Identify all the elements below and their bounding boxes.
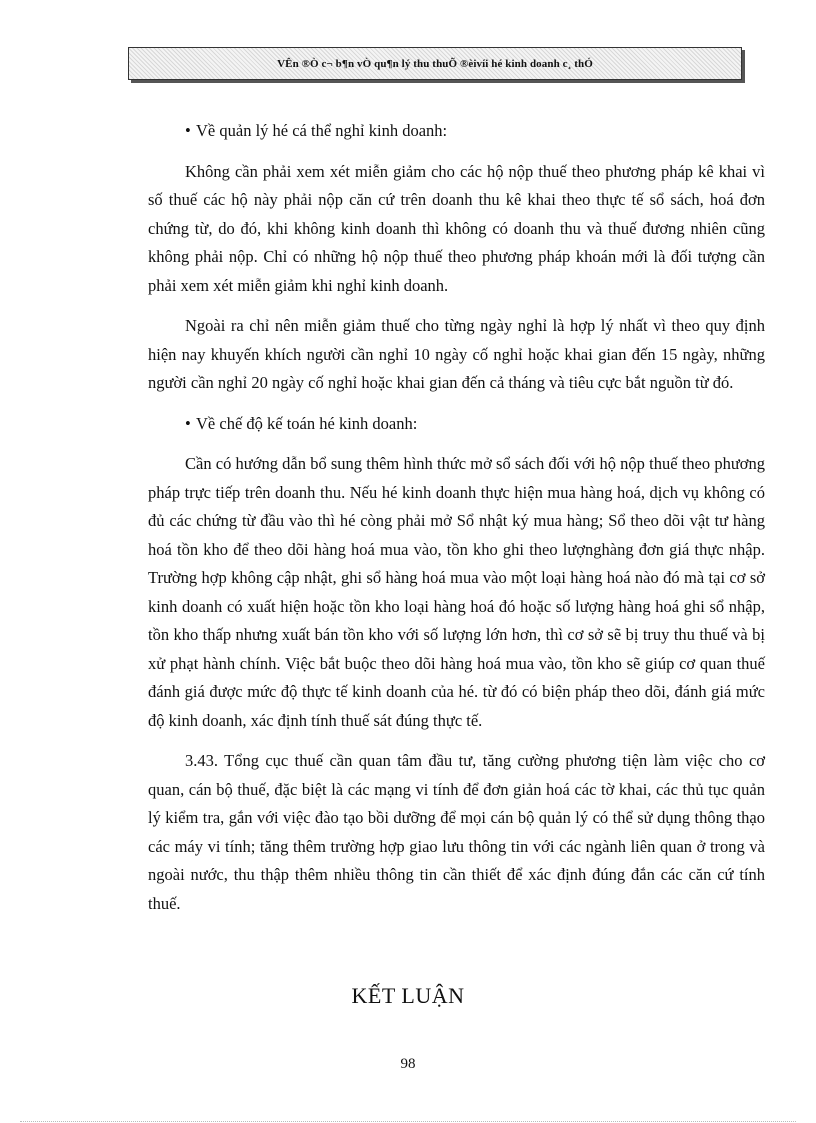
paragraph-bookkeeping: Cần có hướng dẫn bổ sung thêm hình thức mở sổ sách đối với hộ nộp thuế theo phương pháp trực tiếp trên doanh thu. Nếu hé kinh doanh thực hiện mua hàng hoá, dịch vụ không có đủ các chứng từ đầu vào thì hé còng phải mở Sổ nhật ký mua hàng; Sổ theo dõi vật tư hàng hoá tồn kho để theo dõi hàng hoá mua vào, tồn kho ghi theo lượnghàng đơn giá thực nhập. Trường hợp không cập nhật, ghi sổ hàng hoá mua vào một loại hàng hoá nào đó mà tại cơ sở kinh doanh có xuất hiện hoặc tồn kho loại hàng hoá đó hoặc số lượng hàng hoá ghi sổ nhập, tồn kho thấp nhưng xuất bán tồn kho với số lượng lớn hơn, thì cơ sở sẽ bị truy thu thuế và bị xử phạt hành chính. Việc bắt buộc theo dõi hàng hoá mua vào, tồn kho sẽ giúp cơ quan thuế đánh giá được mức độ thực tế kinh doanh của hé. từ đó có biện pháp theo dõi, đánh giá mức độ kinh doanh, xác định tính thuế sát đúng thực tế. (148, 454, 765, 730)
bullet-icon: • (185, 413, 191, 433)
bullet-text: Về chế độ kế toán hé kinh doanh: (196, 413, 418, 433)
paragraph-exemption: Không cần phải xem xét miễn giảm cho các hộ nộp thuế theo phương pháp kê khai vì số thuế các hộ này phải nộp căn cứ trên doanh thu kê khai theo thực tế sổ sách, hoá đơn chứng từ, do đó, khi không kinh doanh thì không có doanh thu và thuế đương nhiên cũng không phải nộp. Chỉ có những hộ nộp thuế theo phương pháp khoán mới là đối tượng cần phải xem xét miễn giảm khi nghỉ kinh doanh. (148, 161, 765, 295)
header-title: VÊn ®Ò c¬ b¶n vÒ qu¶n lý thu thuÕ ®èivíi hé kinh doanh c¸ thÓ (277, 57, 593, 70)
footer-divider (20, 1121, 796, 1122)
page-number: 98 (400, 1056, 416, 1072)
bullet-icon: • (185, 121, 191, 140)
paragraph-investment: 3.43. Tổng cục thuế cần quan tâm đầu tư, tăng cường phương tiện làm việc cho cơ quan, cán bộ thuế, đặc biệt là các mạng vi tính để đơn giản hoá các tờ khai, các thủ tục quản lý kiểm tra, gắn với việc đào tạo bồi dưỡng để mọi cán bộ quản lý có thể sử dụng thông thạo các máy vi tính; tăng thêm trường hợp giao lưu thông tin với các ngành liên quan ở trong và ngoài nước, thu thập thêm nhiều thông tin cần thiết để xác định đúng đắn các căn cứ tính thuế. (148, 751, 765, 913)
body-content (148, 117, 765, 918)
paragraph-daily-exemption: Ngoài ra chỉ nên miễn giảm thuế cho từng ngày nghỉ là hợp lý nhất vì theo quy định hiện nay khuyến khích người cần nghỉ 10 ngày cố nghỉ hoặc khai gian đến 15 ngày, những người cần nghỉ 20 ngày cố nghỉ hoặc khai gian đến cả tháng và tiêu cực bắt nguồn từ đó. (148, 316, 765, 392)
bullet-heading-accounting (185, 410, 765, 439)
running-header (128, 47, 742, 80)
bullet-heading-rest-days (185, 117, 765, 146)
bullet-text: Về quản lý hé cá thể nghỉ kinh doanh: (196, 121, 448, 140)
conclusion-heading: KẾT LUẬN (351, 983, 465, 1008)
